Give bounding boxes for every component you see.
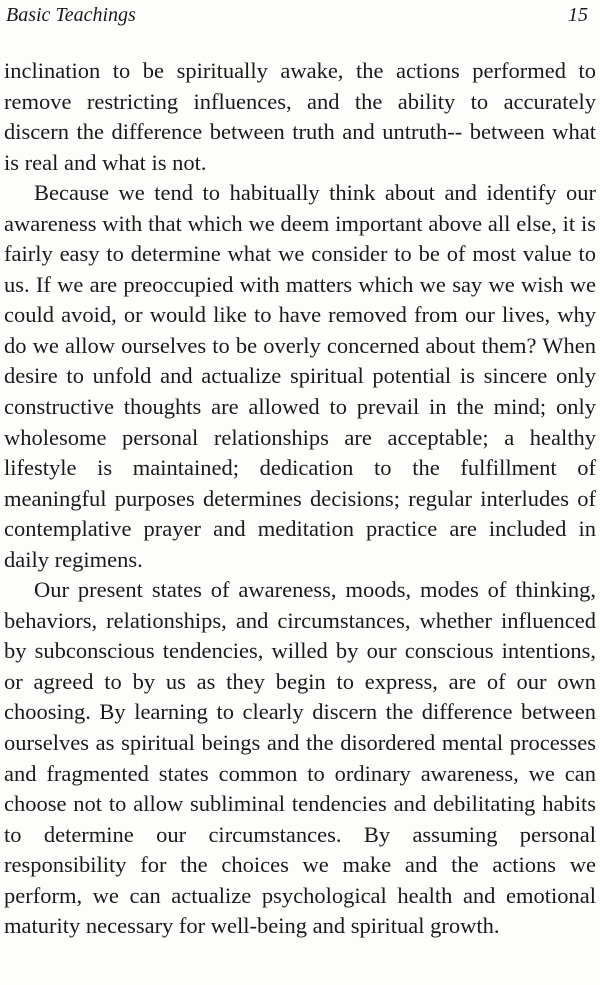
running-head [6, 2, 594, 28]
page-number: 15 [568, 4, 588, 26]
body-text [4, 56, 596, 942]
paragraph: Because we tend to habitually think about and identify our awareness with that which we deem important above all else, it is fairly easy to determine what we consider to be of most value to us. If we are preoccupied with matters which we say we wish we could avoid, or would like to have removed from our lives, why do we allow ourselves to be overly concerned about them? When desire to unfold and actualize spiritual potential is sincere only constructive thoughts are allowed to prevail in the mind; only wholesome personal relationships are acceptable; a healthy lifestyle is maintained; dedication to the fulfillment of meaningful purposes determines decisions; regular interludes of contemplative prayer and meditation practice are included in daily regimens. [4, 180, 596, 572]
running-title: Basic Teachings [6, 4, 136, 26]
paragraph-continued: inclination to be spiritually awake, the actions performed to remove restricting influences, and the ability to accurately discern the difference between truth and untruth-- between what is real and what is not. [4, 58, 596, 175]
paragraph: Our present states of awareness, moods, modes of thinking, behaviors, relationships, and circumstances, whether influenced by subconscious tendencies, willed by our conscious intentions, or agreed to by us as they begin to express, are of our own choosing. By learning to clearly discern the difference between ourselves as spiritual beings and the disordered mental processes and fragmented states common to ordinary awareness, we can choose not to allow subliminal tendencies and debilitating habits to determine our circumstances. By assuming personal responsibility for the choices we make and the actions we perform, we can actualize psychological health and emotional maturity necessary for well-being and spiritual growth. [4, 577, 596, 939]
